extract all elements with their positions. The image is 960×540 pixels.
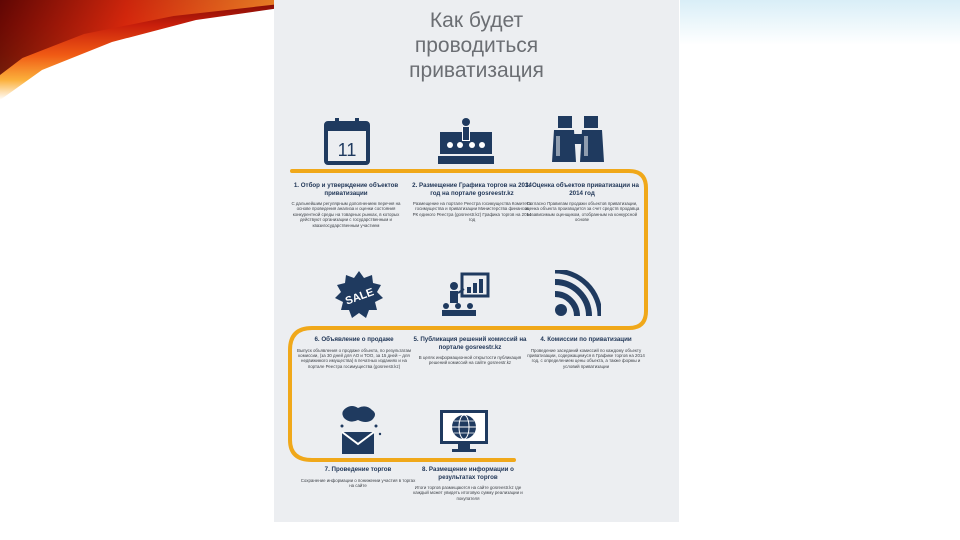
title-line-2: проводиться (414, 34, 539, 57)
step-2-body: Размещение на портале Реестра госимущества Комитета госимущества и приватизации Министерства финансов РК единого Реестра (gosreestr.kz) Графика торгов на 2014 год (412, 201, 532, 223)
step-2-heading: 2. Размещение Графика торгов на 2014 год на портале gosreestr.kz (412, 182, 532, 197)
sale-badge-icon (334, 270, 384, 320)
rss-icon (551, 270, 601, 320)
title-line-3: приватизация (409, 59, 544, 82)
envelope-icon (336, 404, 382, 456)
step-2 (412, 182, 532, 223)
title-line-1: Как будет (429, 9, 524, 32)
step-5-heading: 5. Публикация решений комиссий на портале gosreestr.kz (413, 336, 527, 351)
decorative-flame-streak (0, 0, 280, 100)
step-3 (522, 182, 642, 223)
step-7-heading: 7. Проведение торгов (324, 466, 392, 473)
step-7-body: Сохранение информации о понижении участия в торгах на сайте (300, 477, 416, 488)
binoculars-icon (550, 114, 606, 166)
step-4 (526, 336, 646, 369)
step-5 (410, 336, 530, 366)
step-1-heading: 1. Отбор и утверждение объектов приватизации (293, 182, 399, 197)
calendar-icon (323, 116, 371, 166)
step-5-body: В целях информационной открытости публикация решений комиссий на сайте gosreestr.kz (418, 355, 522, 366)
chart-board-icon (440, 272, 490, 318)
globe-monitor-icon (438, 408, 490, 454)
step-8-heading: 8. Размещение информации о результатах торгов (422, 466, 514, 481)
step-4-body: Проведение заседаний комиссий по каждому объекту приватизации, содержащемуся в Графике торгов на 2014 год, с определением цены объекта, а также формы и условий приватизации (527, 347, 645, 369)
step-8 (408, 466, 528, 501)
step-3-heading: 3. Оценка объектов приватизации на 2014 год (525, 182, 639, 197)
step-1 (286, 182, 406, 228)
step-6-heading: 6. Объявление о продаже (314, 336, 394, 343)
step-6-body: Выпуск объявления о продаже объекта, по результатам комиссии, (за 30 дней для АО и ТОО, за 15 дней – для недвижимого имущества) в печатных изданиях и на портале Реестра госимущества (gosreestr.kz) (297, 347, 411, 369)
step-4-heading: 4. Комиссии по приватизации (540, 336, 632, 343)
step-7 (298, 466, 418, 488)
step-1-body: С дальнейшим регулярным дополнением перечня на основе проведения анализа и оценки состояния конкурентной среды на товарных рынках, в которых действуют организации с государственным и квазигосударственным участием (291, 201, 401, 228)
step-6 (294, 336, 414, 369)
infographic-poster (274, 0, 679, 522)
step-3-body: Согласно Правилам продажи объектов приватизации, оценка объекта производится за счет средств продавца независимым оценщиком, отобранным на конкурсной основе (524, 201, 640, 223)
calendar-number: 11 (337, 140, 357, 160)
decorative-haze (680, 0, 960, 45)
presentation-icon (438, 116, 494, 166)
sale-label: SALE (343, 286, 376, 308)
step-8-body: Итоги торгов размещаются на сайте gosreestr.kz где каждый может увидеть итоговую сумму реализации и покупателя (413, 485, 523, 501)
